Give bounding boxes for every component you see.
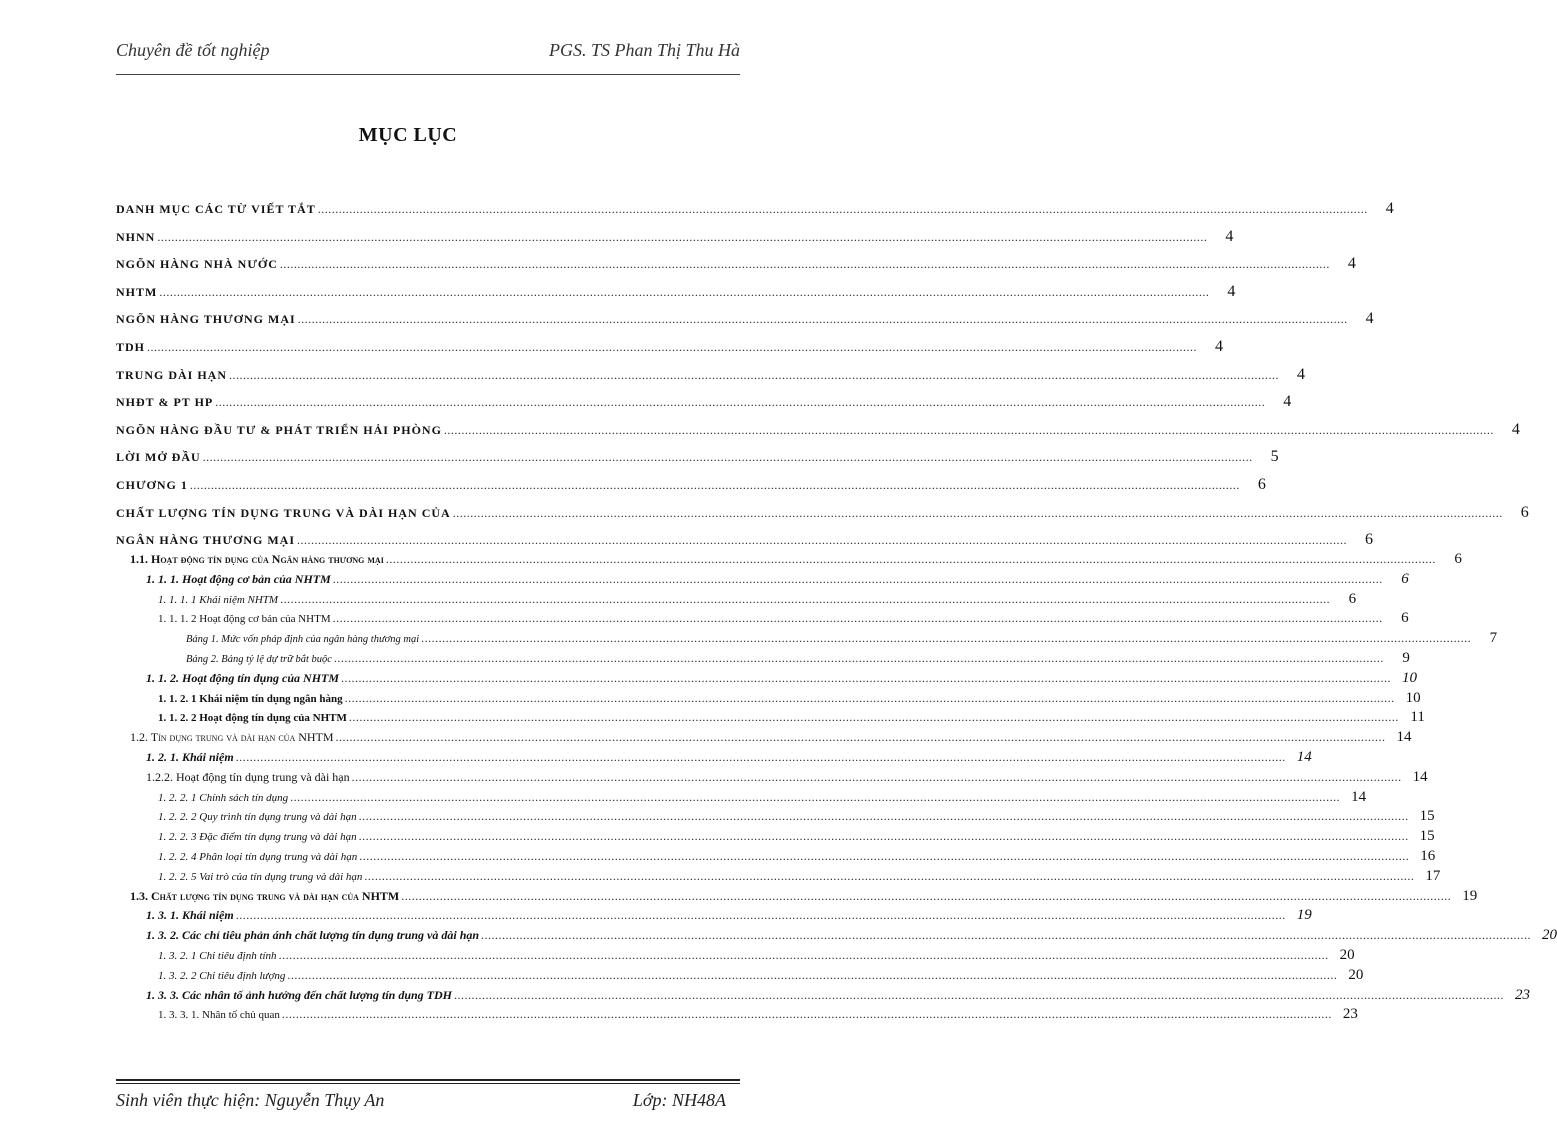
header-left: Chuyên đề tốt nghiệp [116, 40, 270, 60]
toc-entry-title: 1.2. Tín dụng trung và dài hạn của NHTM [130, 730, 334, 745]
toc-entry-title: 1.2.2. Hoạt động tín dụng trung và dài hạn [146, 769, 350, 784]
footer-right: Lớp: NH48A [632, 1090, 726, 1110]
toc-entry-title: DANH MỤC CÁC TỪ VIẾT TẮT [116, 202, 316, 216]
toc-entry-title: CHẤT LƯỢNG TÍN DỤNG TRUNG VÀ DÀI HẠN CỦA [116, 505, 451, 520]
toc-leader-dots: ............................................................................................................................................................................................................................................................................................................ [202, 450, 1253, 465]
toc-page-number: 7 [1489, 630, 1498, 647]
toc-page-number: 20 [1542, 927, 1557, 944]
toc-leader-dots: ............................................................................................................................................................................................................................................................................................................ [332, 571, 1383, 586]
toc-leader-dots: ............................................................................................................................................................................................................................................................................................................ [229, 367, 1280, 382]
toc-entry-title: 1. 2. 2. 3 Đặc điểm tín dụng trung và dài hạn [158, 831, 357, 844]
toc-page-number: 20 [1339, 947, 1355, 963]
toc-leader-dots: ............................................................................................................................................................................................................................................................................................................ [280, 591, 1331, 606]
toc-entry[interactable] [158, 808, 1435, 825]
toc-leader-dots: ............................................................................................................................................................................................................................................................................................................ [443, 422, 1494, 437]
toc-entry-title: 1.1. Hoạt động tín dụng của Ngân hàng thương mại [130, 552, 384, 566]
toc-entry-title: NGÂN HÀNG THƯƠNG MẠI [116, 533, 295, 548]
toc-leader-dots: ............................................................................................................................................................................................................................................................................................................ [344, 690, 1395, 705]
toc-entry-title: NHTM [116, 284, 158, 299]
toc-entry[interactable] [158, 590, 1357, 608]
toc-entry-title: NHĐT & PT HP [116, 395, 214, 410]
toc-leader-dots: ............................................................................................................................................................................................................................................................................................................ [359, 849, 1410, 863]
toc-entry[interactable] [116, 365, 1306, 384]
toc-page-number: 4 [1227, 282, 1236, 300]
toc-entry[interactable] [116, 200, 1394, 218]
toc-entry-title: 1. 1. 2. 2 Hoạt động tín dụng của NHTM [158, 712, 347, 725]
toc-page-number: 4 [1283, 393, 1292, 411]
toc-page-number: 4 [1511, 420, 1520, 438]
toc-page-number: 4 [1297, 365, 1306, 383]
toc-entry[interactable] [116, 393, 1292, 411]
toc-entry[interactable] [130, 551, 1462, 568]
toc-leader-dots: ............................................................................................................................................................................................................................................................................................................ [364, 868, 1415, 883]
toc-page-number: 6 [1401, 570, 1409, 587]
toc-entry-title: NGÕN HÀNG NHÀ NƯỚC [116, 257, 278, 272]
toc-entry[interactable] [158, 1006, 1358, 1023]
toc-page-number: 6 [1257, 476, 1266, 493]
toc-entry[interactable] [146, 749, 1312, 766]
toc-entry-title: LỜI MỞ ĐẦU [116, 450, 201, 465]
toc-page-number: 10 [1402, 669, 1418, 686]
toc-page-number: 5 [1270, 448, 1279, 466]
toc-entry-title: CHƯƠNG 1 [116, 478, 188, 492]
toc-page-number: 9 [1402, 650, 1410, 666]
toc-entry-title: 1. 3. 3. Các nhân tố ảnh hưởng đến chất lượng tín dụng TDH [146, 987, 452, 1002]
toc-leader-dots: ............................................................................................................................................................................................................................................................................................................ [317, 202, 1368, 216]
toc-leader-dots: ............................................................................................................................................................................................................................................................................................................ [332, 611, 1383, 626]
toc-entry-title: 1. 1. 2. 1 Khái niệm tín dụng ngân hàng [158, 692, 343, 705]
toc-entry[interactable] [116, 420, 1520, 439]
toc-entry[interactable] [158, 828, 1435, 845]
toc-leader-dots: ............................................................................................................................................................................................................................................................................................................ [278, 948, 1329, 962]
toc-entry-title: 1. 2. 2. 2 Quy trình tín dụng trung và dài hạn [158, 811, 357, 824]
toc-leader-dots: ............................................................................................................................................................................................................................................................................................................ [297, 312, 1348, 327]
footer-divider-thin [116, 1083, 740, 1084]
toc-entry[interactable] [116, 310, 1374, 328]
toc-leader-dots: ............................................................................................................................................................................................................................................................................................................ [481, 928, 1532, 943]
toc-page-number: 17 [1425, 867, 1441, 884]
page-title: MỤC LỤC [358, 124, 458, 146]
toc-entry-title: 1. 3. 2. Các chỉ tiêu phản ánh chất lượng tín dụng trung và dài hạn [146, 928, 480, 943]
toc-entry[interactable] [146, 907, 1312, 924]
toc-entry[interactable] [158, 788, 1367, 806]
toc-leader-dots: ............................................................................................................................................................................................................................................................................................................ [351, 769, 1402, 784]
toc-leader-dots: ............................................................................................................................................................................................................................................................................................................ [235, 908, 1286, 923]
toc-entry[interactable] [116, 255, 1356, 273]
toc-entry-title: 1. 1. 1. 2 Hoạt động cơ bản của NHTM [158, 613, 331, 626]
toc-page-number: 6 [1401, 610, 1409, 627]
toc-entry[interactable] [116, 476, 1266, 494]
toc-leader-dots: ............................................................................................................................................................................................................................................................................................................ [341, 670, 1392, 685]
toc-entry-title: NGÕN HÀNG THƯƠNG MẠI [116, 312, 296, 327]
toc-leader-dots: ............................................................................................................................................................................................................................................................................................................ [157, 229, 1208, 244]
toc-leader-dots: ............................................................................................................................................................................................................................................................................................................ [452, 505, 1503, 520]
footer-divider [116, 1079, 740, 1081]
toc-page-number: 23 [1515, 986, 1530, 1003]
toc-leader-dots: ............................................................................................................................................................................................................................................................................................................ [147, 340, 1198, 354]
toc-entry-title: NHNN [116, 229, 156, 244]
toc-page-number: 19 [1296, 907, 1312, 924]
toc-page-number: 6 [1454, 551, 1462, 567]
toc-entry-title: 1. 1. 2. Hoạt động tín dụng của NHTM [146, 670, 340, 685]
toc-leader-dots: ............................................................................................................................................................................................................................................................................................................ [281, 1007, 1332, 1022]
toc-entry-title: 1. 1. 1. 1 Khái niệm NHTM [158, 593, 279, 606]
toc-page-number: 6 [1365, 531, 1373, 549]
toc-page-number: 6 [1348, 590, 1357, 607]
toc-entry-title: 1. 3. 2. 2 Chỉ tiêu định lượng [158, 969, 286, 982]
toc-leader-dots: ............................................................................................................................................................................................................................................................................................................ [215, 395, 1266, 410]
toc-leader-dots: ............................................................................................................................................................................................................................................................................................................ [348, 710, 1399, 725]
toc-leader-dots: ............................................................................................................................................................................................................................................................................................................ [421, 631, 1472, 646]
toc-page-number: 4 [1365, 310, 1374, 328]
toc-page-number: 4 [1347, 255, 1356, 273]
toc-entry[interactable] [116, 531, 1373, 549]
toc-entry-title: NGÕN HÀNG ĐẦU TƯ & PHÁT TRIỂN HẢI PHÒNG [116, 422, 442, 437]
toc-leader-dots: ............................................................................................................................................................................................................................................................................................................ [333, 651, 1384, 665]
toc-entry[interactable] [146, 927, 1557, 944]
toc-leader-dots: ............................................................................................................................................................................................................................................................................................................ [290, 789, 1341, 804]
toc-leader-dots: ............................................................................................................................................................................................................................................................................................................ [189, 478, 1240, 492]
toc-page-number: 4 [1225, 227, 1234, 245]
toc-entry[interactable] [116, 503, 1529, 522]
toc-entry[interactable] [116, 282, 1236, 301]
toc-page-number: 4 [1215, 338, 1224, 355]
toc-entry[interactable] [116, 227, 1234, 246]
toc-leader-dots: ............................................................................................................................................................................................................................................................................................................ [454, 987, 1504, 1002]
toc-entry-title: Bảng 2. Bảng tỷ lệ dự trữ bắt buộc [186, 654, 332, 665]
toc-entry[interactable] [158, 947, 1355, 964]
toc-entry[interactable] [158, 709, 1425, 726]
toc-leader-dots: ............................................................................................................................................................................................................................................................................................................ [358, 829, 1409, 844]
toc-entry[interactable] [146, 570, 1409, 588]
toc-entry-title: 1.3. Chất lượng tín dụng trung và dài hạn của NHTM [130, 888, 400, 903]
toc-page-number: 14 [1296, 749, 1312, 765]
toc-entry-title: 1. 3. 3. 1. Nhân tố chủ quan [158, 1009, 280, 1022]
toc-entry[interactable] [158, 966, 1364, 984]
toc-entry[interactable] [158, 610, 1409, 627]
toc-leader-dots: ............................................................................................................................................................................................................................................................................................................ [235, 750, 1286, 764]
toc-leader-dots: ............................................................................................................................................................................................................................................................................................................ [401, 888, 1452, 903]
toc-page-number: 15 [1419, 808, 1435, 825]
toc-entry[interactable] [116, 448, 1279, 466]
toc-entry[interactable] [186, 650, 1410, 667]
toc-page-number: 16 [1420, 848, 1436, 864]
header-right: PGS. TS Phan Thị Thu Hà [548, 40, 740, 60]
toc-leader-dots: ............................................................................................................................................................................................................................................................................................................ [358, 809, 1409, 824]
toc-leader-dots: ............................................................................................................................................................................................................................................................................................................ [279, 257, 1330, 272]
toc-entry-title: 1. 3. 1. Khái niệm [146, 908, 234, 923]
toc-leader-dots: ............................................................................................................................................................................................................................................................................................................ [297, 533, 1347, 548]
toc-entry[interactable] [158, 848, 1436, 865]
toc-page-number: 14 [1412, 768, 1428, 785]
toc-entry-title: 1. 1. 1. Hoạt động cơ bản của NHTM [146, 571, 331, 586]
toc-page-number: 11 [1410, 709, 1425, 726]
toc-entry-title: Bảng 1. Mức vốn pháp định của ngân hàng thương mại [186, 634, 420, 646]
toc-page-number: 14 [1351, 788, 1367, 805]
toc-entry[interactable] [130, 729, 1412, 746]
toc-entry-title: TRUNG DÀI HẠN [116, 367, 228, 382]
toc-entry[interactable] [146, 986, 1530, 1004]
toc-entry-title: 1. 2. 1. Khái niệm [146, 750, 234, 764]
toc-entry-title: 1. 2. 2. 1 Chính sách tín dụng [158, 791, 289, 804]
toc-leader-dots: ............................................................................................................................................................................................................................................................................................................ [385, 552, 1436, 566]
toc-entry[interactable] [130, 887, 1478, 905]
toc-page-number: 15 [1419, 828, 1435, 845]
toc-page-number: 14 [1396, 729, 1412, 746]
toc-page-number: 20 [1348, 966, 1364, 983]
toc-page-number: 23 [1342, 1006, 1358, 1023]
toc-entry[interactable] [158, 689, 1421, 707]
toc-page-number: 4 [1385, 200, 1394, 217]
toc-entry-title: 1. 2. 2. 5 Vai trò của tín dụng trung và dài hạn [158, 870, 363, 883]
toc-leader-dots: ............................................................................................................................................................................................................................................................................................................ [287, 967, 1338, 982]
toc-entry-title: 1. 3. 2. 1 Chỉ tiêu định tính [158, 950, 277, 962]
toc-page-number: 6 [1520, 503, 1529, 521]
toc-entry-title: 1. 2. 2. 4 Phân loại tín dụng trung và dài hạn [158, 851, 358, 863]
toc-entry[interactable] [146, 669, 1418, 687]
toc-page-number: 10 [1405, 689, 1421, 706]
toc-entry[interactable] [158, 867, 1441, 885]
toc-leader-dots: ............................................................................................................................................................................................................................................................................................................ [335, 730, 1386, 745]
footer-left: Sinh viên thực hiện: Nguyễn Thụy An [116, 1090, 385, 1110]
toc-entry[interactable] [146, 768, 1428, 786]
toc-entry[interactable] [116, 338, 1224, 356]
toc-page-number: 19 [1462, 887, 1478, 904]
toc-leader-dots: ............................................................................................................................................................................................................................................................................................................ [159, 284, 1210, 299]
toc-entry[interactable] [186, 630, 1498, 647]
toc-entry-title: TDH [116, 340, 146, 354]
